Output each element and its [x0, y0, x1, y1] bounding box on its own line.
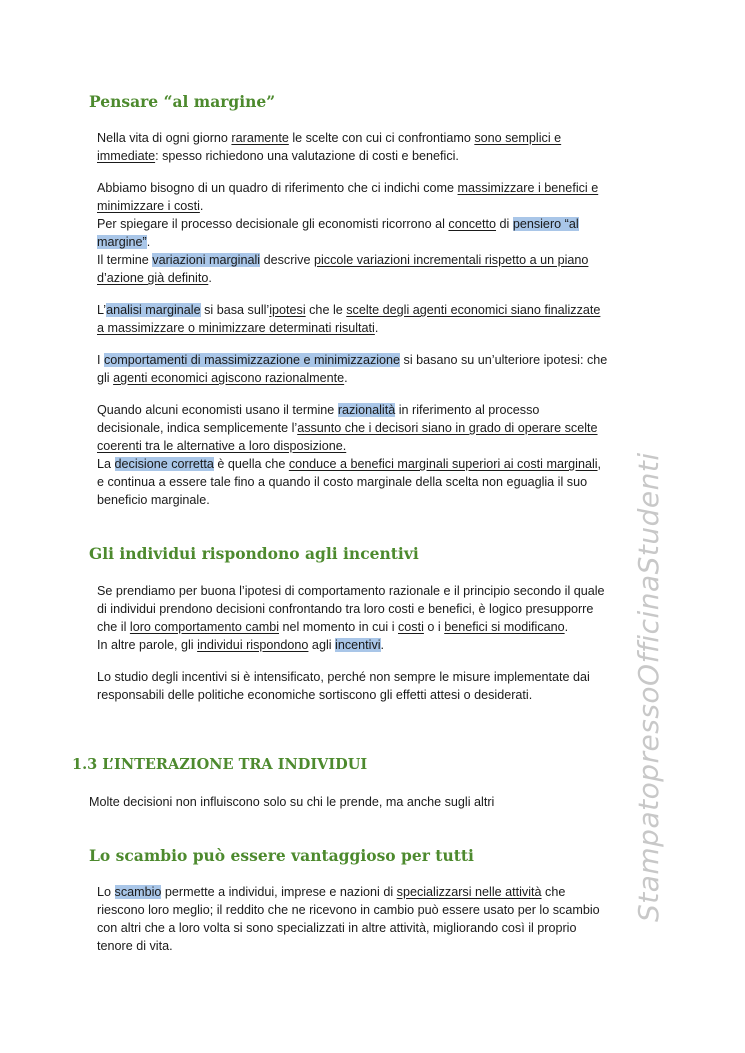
- text-run: Il termine: [97, 253, 153, 267]
- text-run: si basano su un’ulteriore ipotesi: che: [400, 353, 608, 367]
- text-line: [97, 937, 662, 955]
- text-line: [97, 301, 662, 319]
- highlighted-text: variazioni marginali: [152, 253, 261, 267]
- text-line: [97, 269, 662, 287]
- highlighted-text: comportamenti di massimizzazione e minimizzazione: [104, 353, 401, 367]
- underlined-text: a massimizzare o minimizzare determinati risultati: [97, 321, 375, 335]
- text-run: e continua a essere tale fino a quando il costo marginale della scelta non eguaglia il suo: [97, 475, 588, 489]
- paragraph: [97, 129, 662, 165]
- underlined-text: assunto che i decisori siano in grado di operare scelte: [297, 421, 598, 435]
- underlined-text: ipotesi: [269, 303, 306, 317]
- paragraph: [97, 351, 662, 387]
- text-run: Lo studio degli incentivi si è intensificato, perché non sempre le misure implementate dai: [97, 670, 590, 684]
- text-run: descrive: [260, 253, 314, 267]
- text-line: [97, 351, 662, 369]
- text-run: tenore di vita.: [97, 939, 173, 953]
- text-run: .: [208, 271, 212, 285]
- underlined-text: scelte degli agenti economici siano finalizzate: [346, 303, 601, 317]
- text-run: .: [199, 199, 204, 213]
- underlined-text: agenti economici agiscono razionalmente: [113, 371, 345, 385]
- highlighted-text: decisione corretta: [114, 457, 214, 471]
- text-run: nel momento in cui i: [279, 620, 398, 634]
- underlined-text: benefici si modificano: [444, 620, 565, 634]
- text-line: [97, 686, 662, 704]
- text-line: [97, 901, 662, 919]
- text-line: [97, 369, 662, 387]
- text-run: è quella che: [213, 457, 289, 471]
- highlighted-text: pensiero “al: [512, 217, 579, 231]
- underlined-text: minimizzare i costi: [97, 199, 200, 213]
- paragraph: [97, 668, 662, 704]
- heading-pensare-al-margine: Pensare “al margine”: [89, 92, 276, 111]
- text-run: Quando alcuni economisti usano il termine: [97, 403, 338, 417]
- paragraph: [97, 401, 662, 509]
- text-run: Abbiamo bisogno di un quadro di riferimento che ci indichi come: [97, 181, 458, 195]
- text-run: che: [541, 885, 566, 899]
- paragraph: [97, 883, 662, 955]
- text-run: in riferimento al processo: [395, 403, 540, 417]
- text-run: .: [374, 321, 379, 335]
- text-line: [97, 618, 662, 636]
- text-run: le scelte con cui ci confrontiamo: [288, 131, 475, 145]
- text-run: I: [97, 353, 104, 367]
- text-line: [97, 473, 662, 491]
- underlined-text: coerenti tra le alternative a loro disposizione.: [97, 439, 347, 453]
- text-run: decisionale, indica semplicemente l’: [97, 421, 298, 435]
- text-line: [97, 197, 662, 215]
- underlined-text: piccole variazioni incrementali rispetto a un piano: [314, 253, 589, 267]
- text-run: che le: [305, 303, 347, 317]
- text-line: [97, 437, 662, 455]
- underlined-text: d’azione già definito: [97, 271, 209, 285]
- text-run: o i: [423, 620, 445, 634]
- text-run: In altre parole, gli: [97, 638, 198, 652]
- text-run: agli: [308, 638, 336, 652]
- text-line: [89, 793, 654, 811]
- text-line: [97, 919, 662, 937]
- text-run: ,: [597, 457, 602, 471]
- paragraph: [97, 179, 662, 287]
- text-run: beneficio marginale.: [97, 493, 210, 507]
- text-run: Nella vita di ogni giorno: [97, 131, 232, 145]
- text-line: [97, 491, 662, 509]
- text-run: di individui prendono decisioni confrontando tra loro costi e benefici, è logico presupporre: [97, 602, 594, 616]
- text-line: [97, 147, 662, 165]
- heading-scambio: Lo scambio può essere vantaggioso per tutti: [89, 846, 474, 865]
- text-run: Per spiegare il processo decisionale gli economisti ricorrono al: [97, 217, 449, 231]
- text-run: .: [564, 620, 569, 634]
- text-run: che il: [97, 620, 130, 634]
- text-line: [97, 401, 662, 419]
- underlined-text: massimizzare i benefici e: [457, 181, 599, 195]
- text-line: [97, 636, 662, 654]
- text-run: La: [97, 457, 115, 471]
- text-run: con altri che a loro volta si sono specializzati in altre attività, migliorando così il proprio: [97, 921, 577, 935]
- paragraph: [89, 793, 654, 811]
- text-line: [97, 179, 662, 197]
- underlined-text: raramente: [231, 131, 289, 145]
- text-line: [97, 233, 662, 251]
- text-line: [97, 582, 662, 600]
- text-run: .: [380, 638, 385, 652]
- heading-incentivi: Gli individui rispondono agli incentivi: [89, 544, 419, 563]
- highlighted-text: scambio: [114, 885, 162, 899]
- text-run: Molte decisioni non influiscono solo su chi le prende, ma anche sugli altri: [89, 795, 495, 809]
- underlined-text: immediate: [97, 149, 156, 163]
- text-line: [97, 251, 662, 269]
- underlined-text: loro comportamento cambi: [129, 620, 279, 634]
- paragraph: [97, 582, 662, 654]
- text-run: di: [496, 217, 513, 231]
- text-run: Lo: [97, 885, 115, 899]
- text-line: [97, 668, 662, 686]
- text-run: L’: [97, 303, 107, 317]
- text-line: [97, 883, 662, 901]
- highlighted-text: razionalità: [337, 403, 396, 417]
- text-run: responsabili delle politiche economiche sortiscono gli effetti attesi o desiderati.: [97, 688, 533, 702]
- text-run: permette a individui, imprese e nazioni di: [161, 885, 397, 899]
- text-run: .: [146, 235, 151, 249]
- text-line: [97, 129, 662, 147]
- paragraph: [97, 301, 662, 337]
- text-line: [97, 215, 662, 233]
- watermark: StampatopressoOfficinaStudenti: [632, 452, 665, 922]
- text-run: si basa sull’: [200, 303, 270, 317]
- text-run: : spesso richiedono una valutazione di costi e benefici.: [155, 149, 459, 163]
- underlined-text: conduce a benefici marginali superiori ai costi marginali: [288, 457, 598, 471]
- text-run: riescono loro meglio; il reddito che ne ricevono in cambio può essere usato per lo scambio: [97, 903, 600, 917]
- highlighted-text: analisi marginale: [106, 303, 201, 317]
- text-run: Se prendiamo per buona l’ipotesi di comportamento razionale e il principio secondo il quale: [97, 584, 605, 598]
- underlined-text: concetto: [448, 217, 497, 231]
- text-run: .: [344, 371, 348, 385]
- heading-interazione: 1.3 L’INTERAZIONE TRA INDIVIDUI: [72, 756, 368, 773]
- highlighted-text: margine”: [97, 235, 147, 249]
- underlined-text: individui rispondono: [197, 638, 309, 652]
- underlined-text: specializzarsi nelle attività: [396, 885, 542, 899]
- text-line: [97, 600, 662, 618]
- text-run: gli: [97, 371, 114, 385]
- underlined-text: costi: [398, 620, 424, 634]
- highlighted-text: incentivi: [335, 638, 381, 652]
- text-line: [97, 455, 662, 473]
- text-line: [97, 419, 662, 437]
- underlined-text: sono semplici e: [474, 131, 562, 145]
- text-line: [97, 319, 662, 337]
